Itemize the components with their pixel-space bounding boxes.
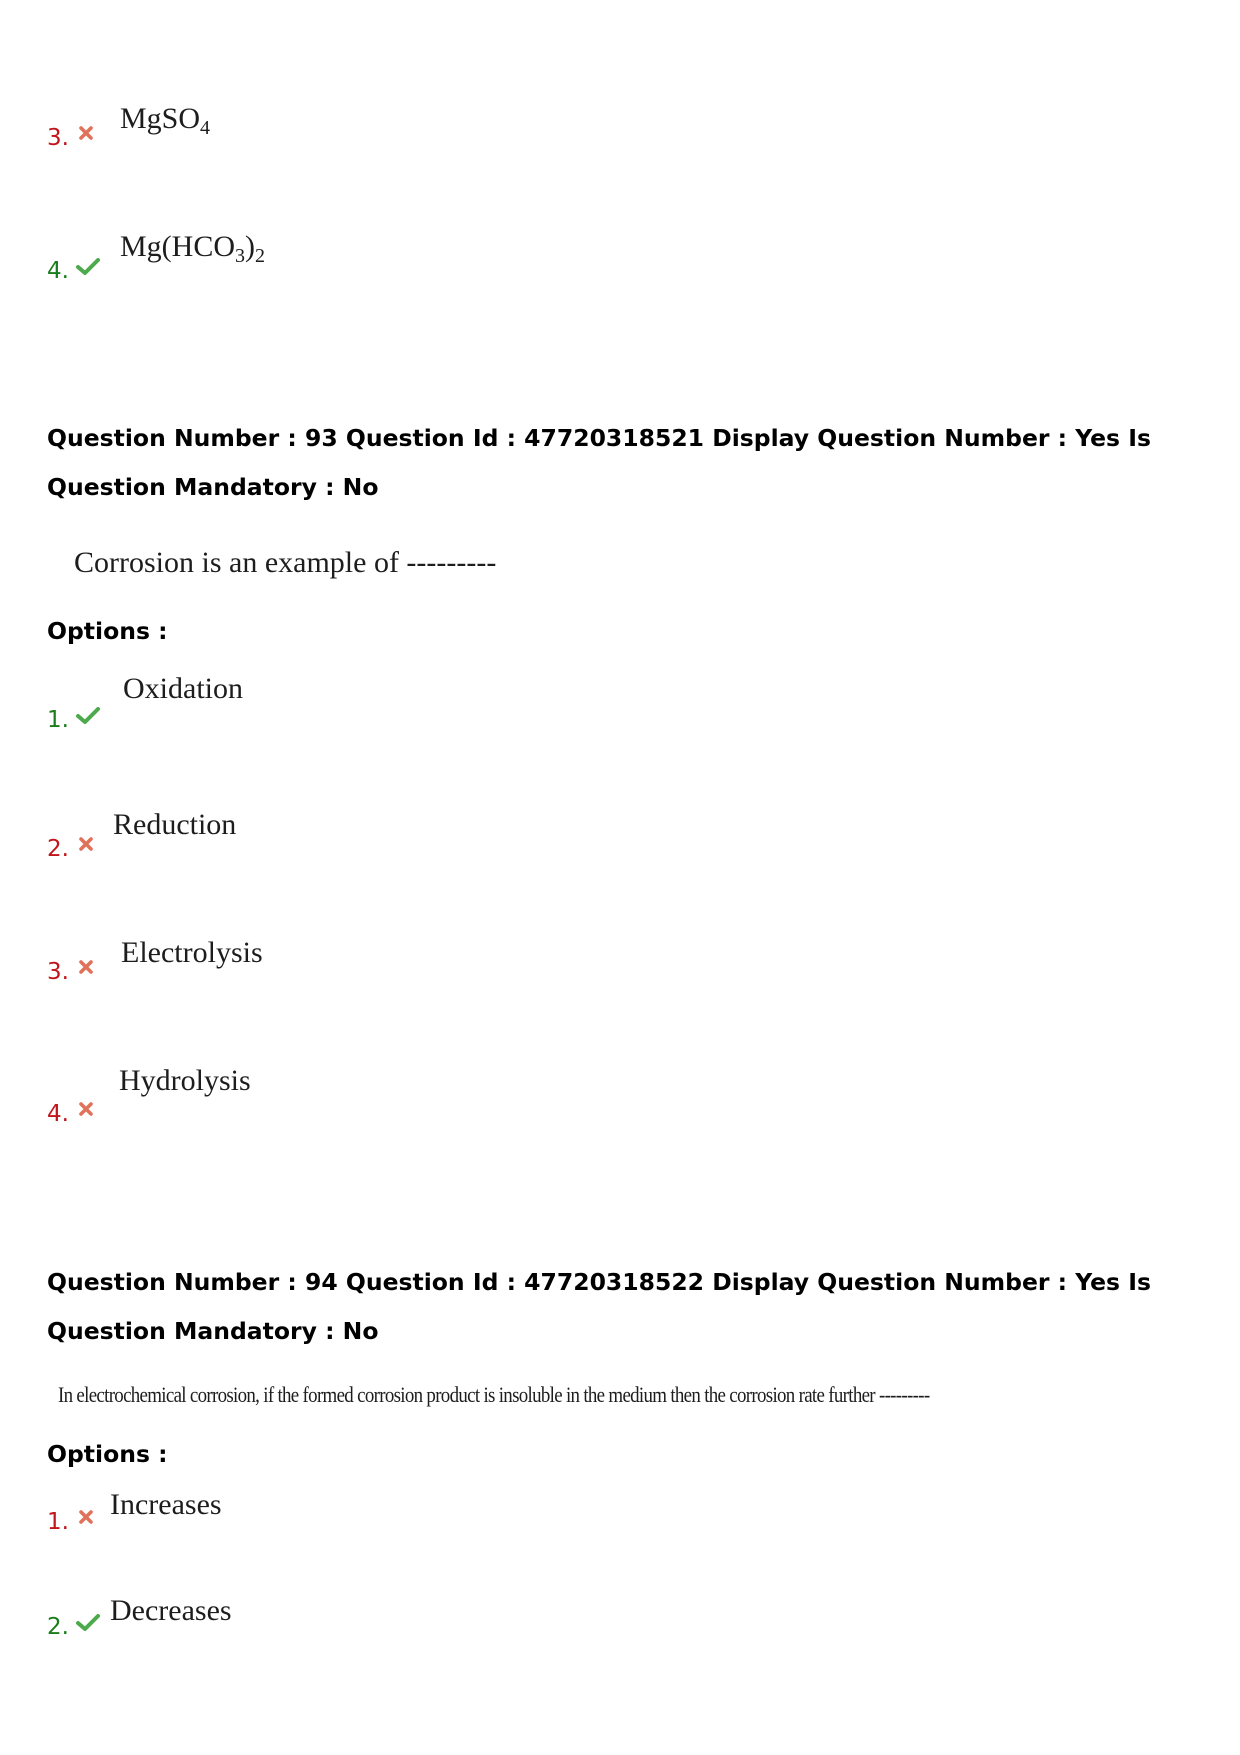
option-text: Increases [110, 1488, 222, 1521]
option-number: 3. [47, 959, 69, 985]
question-93-header: Question Number : 93 Question Id : 47720318521 Display Question Number : Yes Is Question Mandatory : No [47, 424, 1151, 501]
question-94-header: Question Number : 94 Question Id : 47720318522 Display Question Number : Yes Is Question Mandatory : No [47, 1268, 1151, 1345]
option-number: 2. [47, 836, 69, 862]
option-text: $Mg(HCO_3)_2$ [120, 230, 266, 267]
option-text: Decreases [110, 1594, 232, 1627]
cross-icon [78, 125, 94, 141]
option-text: Hydrolysis [119, 1064, 251, 1097]
option-text: Oxidation [123, 672, 243, 705]
option-text: Reduction [113, 808, 237, 841]
cross-icon [78, 836, 94, 852]
check-icon [76, 707, 100, 725]
option-text: MgSO$_4$ [120, 102, 211, 139]
option-number: 2. [47, 1614, 69, 1640]
cross-icon [78, 1101, 94, 1117]
cross-icon [78, 1509, 94, 1525]
option-number: 1. [47, 707, 69, 733]
check-icon [76, 1614, 100, 1632]
options-label: Options : [47, 1440, 168, 1468]
option-number: 3. [47, 125, 69, 151]
options-label: Options : [47, 617, 168, 645]
cross-icon [78, 959, 94, 975]
option-number: 1. [47, 1509, 69, 1535]
check-icon [76, 258, 100, 276]
question-94-text: In electrochemical corrosion, if the formed corrosion product is insoluble in the medium then the corrosion rate further --------- [58, 1382, 930, 1407]
option-text: Electrolysis [121, 936, 263, 969]
option-number: 4. [47, 1101, 69, 1127]
option-number: 4. [47, 258, 69, 284]
question-93-text: Corrosion is an example of --------- [74, 546, 497, 579]
